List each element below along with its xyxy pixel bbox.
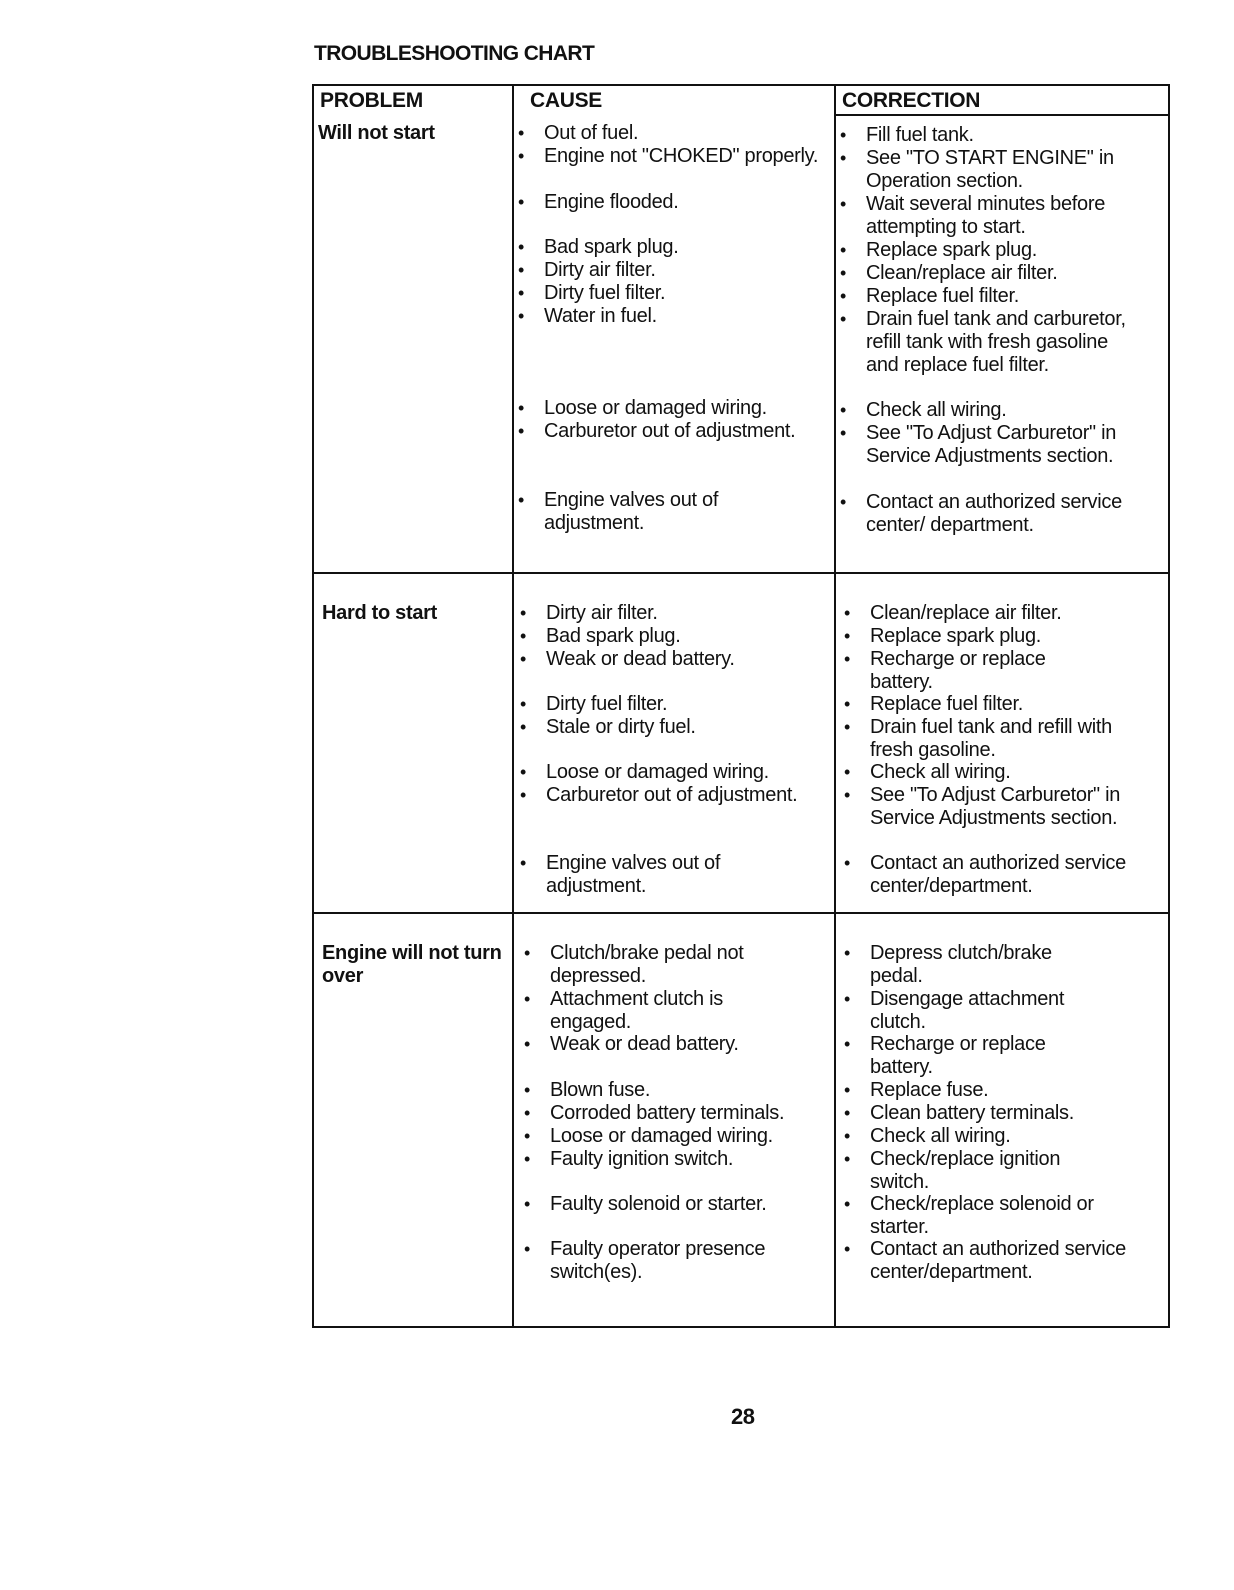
correction-item: • Depress clutch/brake pedal. — [844, 942, 1052, 987]
correction-item: • Replace spark plug. — [840, 239, 1038, 261]
correction-item: • Clean/replace air filter. — [844, 602, 1062, 624]
cause-item: • Corroded battery terminals. — [524, 1102, 785, 1124]
correction-item: • Replace spark plug. — [844, 625, 1042, 647]
header-correction: CORRECTION — [842, 89, 981, 112]
cause-item: • Loose or damaged wiring. — [518, 397, 767, 419]
column-divider-cause-correction — [834, 86, 836, 1326]
correction-item: • Clean battery terminals. — [844, 1102, 1075, 1124]
correction-item: • Disengage attachment clutch. — [844, 988, 1065, 1033]
cause-item: • Clutch/brake pedal not depressed. — [524, 942, 744, 987]
cause-item: • Carburetor out of adjustment. — [520, 784, 798, 806]
correction-item: • Replace fuse. — [844, 1079, 989, 1101]
cause-item: • Out of fuel. — [518, 122, 639, 144]
correction-item: • See "To Adjust Carburetor" in Service Adjustments section. — [844, 784, 1121, 829]
cause-item: • Loose or damaged wiring. — [520, 761, 769, 783]
problem-will-not-start: Will not start — [318, 122, 435, 144]
problem-engine-will-not-turn-over: Engine will not turn over — [322, 942, 502, 987]
cause-item: • Dirty fuel filter. — [520, 693, 668, 715]
correction-item: • Wait several minutes before attempting to start. — [840, 193, 1106, 238]
cause-item: • Loose or damaged wiring. — [524, 1125, 773, 1147]
row-divider-2 — [314, 912, 1168, 914]
cause-item: • Engine valves out of adjustment. — [520, 852, 721, 897]
cause-item: • Weak or dead battery. — [524, 1033, 739, 1055]
correction-item: • Replace fuel filter. — [840, 285, 1019, 307]
cause-item: • Dirty air filter. — [520, 602, 658, 624]
correction-item: • Check all wiring. — [844, 1125, 1011, 1147]
cause-item: • Stale or dirty fuel. — [520, 716, 696, 738]
header-problem: PROBLEM — [320, 89, 423, 112]
correction-item: • Contact an authorized service center/department. — [844, 1238, 1126, 1283]
correction-item: • Check all wiring. — [840, 399, 1007, 421]
header-underline — [836, 114, 1168, 116]
row-divider-1 — [314, 572, 1168, 574]
correction-item: • Fill fuel tank. — [840, 124, 974, 146]
cause-item: • Faulty ignition switch. — [524, 1148, 734, 1170]
troubleshooting-table — [312, 84, 1170, 1328]
page-title: TROUBLESHOOTING CHART — [314, 42, 595, 65]
correction-item: • Replace fuel filter. — [844, 693, 1023, 715]
problem-hard-to-start: Hard to start — [322, 602, 438, 624]
cause-item: • Faulty solenoid or starter. — [524, 1193, 767, 1215]
cause-item: • Water in fuel. — [518, 305, 657, 327]
correction-item: • Contact an authorized service center/department. — [844, 852, 1126, 897]
correction-item: • See "TO START ENGINE" in Operation section. — [840, 147, 1114, 192]
cause-item: • Dirty air filter. — [518, 259, 656, 281]
cause-item: • Engine not "CHOKED" properly. — [518, 145, 819, 167]
cause-item: • Blown fuse. — [524, 1079, 651, 1101]
correction-item: • Contact an authorized service center/ department. — [840, 491, 1122, 536]
header-cause: CAUSE — [530, 89, 603, 112]
cause-item: • Attachment clutch is engaged. — [524, 988, 723, 1033]
correction-item: • Recharge or replace battery. — [844, 648, 1046, 693]
cause-item: • Bad spark plug. — [520, 625, 681, 647]
cause-item: • Faulty operator presence switch(es). — [524, 1238, 766, 1283]
correction-item: • Drain fuel tank and carburetor, refill tank with fresh gasoline and replace fuel filter. — [840, 308, 1126, 376]
cause-item: • Engine flooded. — [518, 191, 679, 213]
correction-item: • Recharge or replace battery. — [844, 1033, 1046, 1078]
correction-item: • Drain fuel tank and refill with fresh gasoline. — [844, 716, 1112, 761]
correction-item: • Check all wiring. — [844, 761, 1011, 783]
cause-item: • Weak or dead battery. — [520, 648, 735, 670]
cause-item: • Dirty fuel filter. — [518, 282, 666, 304]
cause-item: • Engine valves out of adjustment. — [518, 489, 719, 534]
correction-item: • Check/replace ignition switch. — [844, 1148, 1061, 1193]
cause-item: • Bad spark plug. — [518, 236, 679, 258]
page-number: 28 — [731, 1404, 755, 1429]
correction-item: • Check/replace solenoid or starter. — [844, 1193, 1094, 1238]
cause-item: • Carburetor out of adjustment. — [518, 420, 796, 442]
column-divider-problem-cause — [512, 86, 514, 1326]
correction-item: • See "To Adjust Carburetor" in Service Adjustments section. — [840, 422, 1117, 467]
correction-item: • Clean/replace air filter. — [840, 262, 1058, 284]
